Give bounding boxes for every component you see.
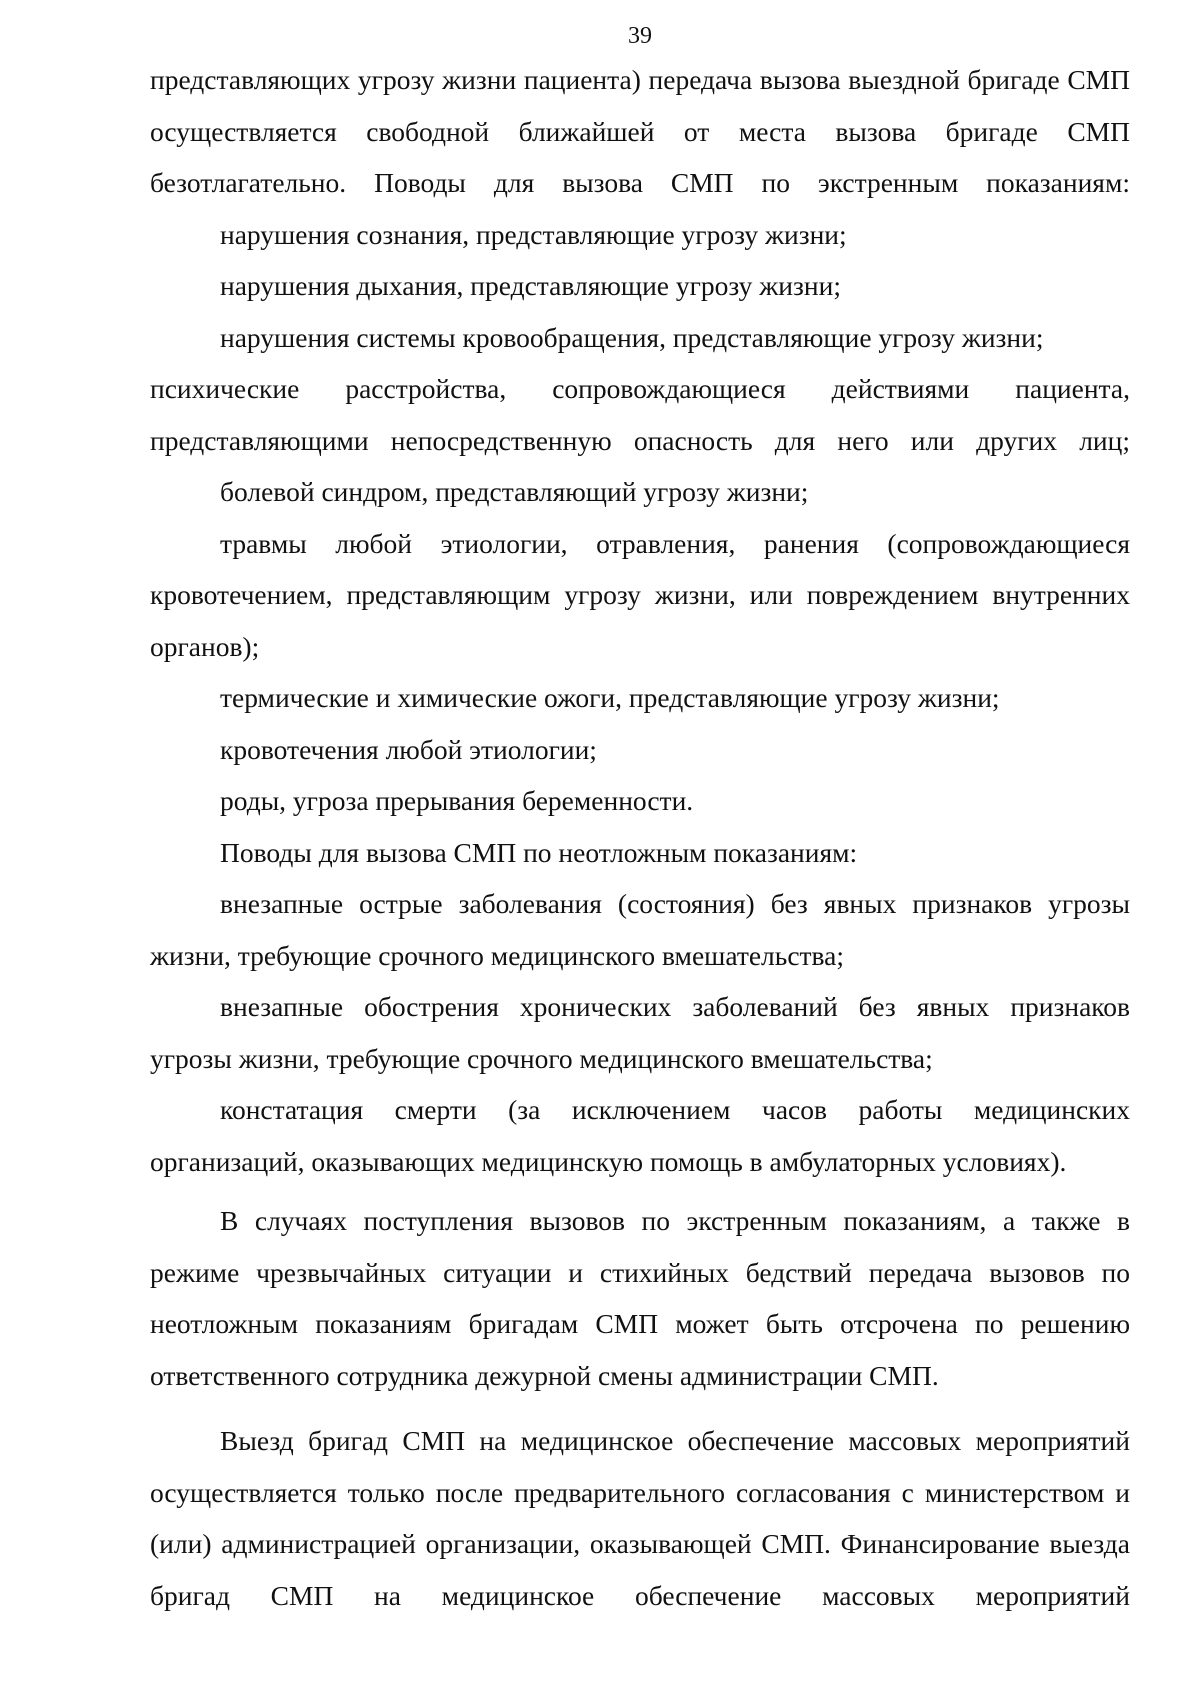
page-number: 39 [628, 23, 652, 49]
list-item-childbirth: роды, угроза прерывания беременности. [220, 785, 694, 816]
list-item-injuries: травмы любой этиологии, отравления, ранения (сопровождающиеся кровотечением, представляющим угрозу жизни, или повреждением внутренних органов); [150, 527, 1130, 662]
paragraph-continuation: представляющих угрозу жизни пациента) передача вызова выездной бригаде СМП осуществляется свободной ближайшей от места вызова бригаде СМП безотлагательно. Поводы для вызова СМП по экстренным показаниям: [150, 64, 1130, 198]
list-item-consciousness: нарушения сознания, представляющие угрозу жизни; [220, 218, 847, 250]
paragraph-mass-events: Выезд бригад СМП на медицинское обеспечение массовых мероприятий осуществляется только после предварительного согласования с министерством и (или) администрацией организации, оказывающей СМП. Финансирование выезда бригад СМП на медицинское обеспечение массовых мероприятий [150, 1425, 1130, 1611]
list-item-burns: термические и химические ожоги, представляющие угрозу жизни; [220, 682, 1000, 713]
list-item-pain-syndrome: болевой синдром, представляющий угрозу жизни; [220, 476, 809, 507]
list-item-chronic-exacerbation: внезапные обострения хронических заболеваний без явных признаков угрозы жизни, требующие срочного медицинского вмешательства; [150, 991, 1130, 1074]
list-item-acute-diseases: внезапные острые заболевания (состояния) без явных признаков угрозы жизни, требующие срочного медицинского вмешательства; [150, 888, 1130, 971]
list-item-bleeding: кровотечения любой этиологии; [220, 733, 597, 765]
list-item-death-confirmation: констатация смерти (за исключением часов работы медицинских организаций, оказывающих медицинскую помощь в амбулаторных условиях). [150, 1094, 1130, 1177]
list-item-breathing: нарушения дыхания, представляющие угрозу жизни; [220, 270, 841, 301]
paragraph-deferral: В случаях поступления вызовов по экстренным показаниям, а также в режиме чрезвычайных ситуации и стихийных бедствий передача вызовов по неотложным показаниям бригадам СМП может быть отсрочена по решению ответственного сотрудника дежурной смены администрации СМП. [150, 1205, 1130, 1391]
list-item-circulation: нарушения системы кровообращения, представляющие угрозу жизни; [220, 321, 1044, 353]
document-body [150, 54, 1130, 1621]
urgent-indications-heading: Поводы для вызова СМП по неотложным показаниям: [220, 836, 858, 868]
list-item-mental-disorders: психические расстройства, сопровождающиеся действиями пациента, представляющими непосредственную опасность для него или других лиц; [150, 373, 1130, 456]
